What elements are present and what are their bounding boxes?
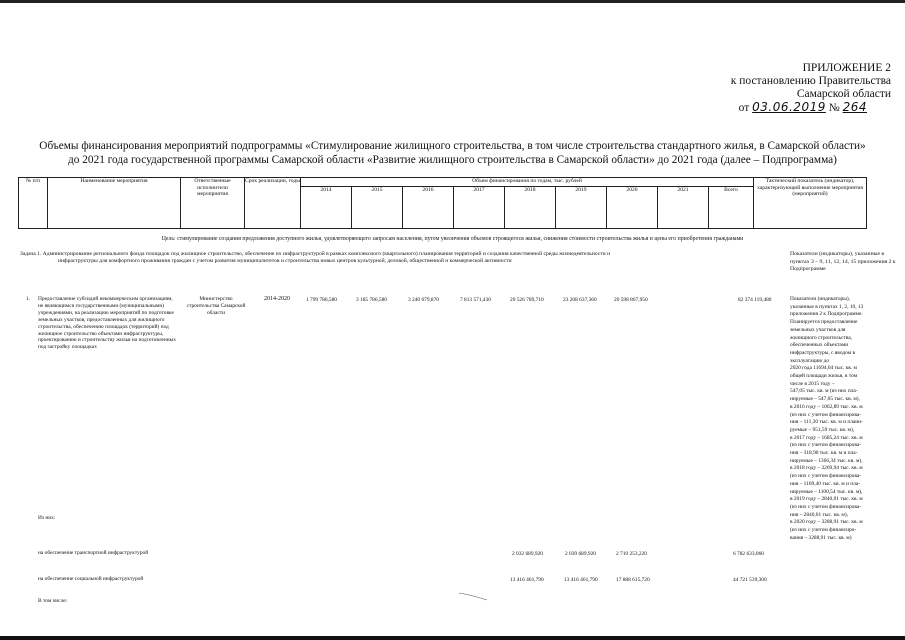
pen-mark bbox=[458, 591, 488, 601]
indicator-line: ния – 111,30 тыс. кв. м и плани- bbox=[790, 419, 863, 426]
col-header-year: 2018 bbox=[505, 187, 556, 229]
row-period: 2014-2020 bbox=[264, 296, 290, 302]
indicator-line: общей площади жилья, в том bbox=[790, 373, 858, 380]
col-header-year: 2020 bbox=[607, 187, 658, 229]
document-title bbox=[0, 139, 905, 167]
row-value-total: 82 374 119,480 bbox=[738, 297, 772, 303]
row-value-2015: 3 185 786,580 bbox=[356, 297, 387, 303]
indicator-line: числе в 2015 году – bbox=[790, 380, 835, 387]
indicator-line: нируемые – 547,05 тыс. кв. м), bbox=[790, 396, 860, 403]
of-which-label: Из них: bbox=[38, 515, 56, 521]
row-value-2018: 20 526 789,710 bbox=[510, 297, 544, 303]
sub-social-name: на обеспечение социальной инфраструктурой bbox=[38, 576, 144, 582]
indicator-line: в 2018 году – 2269,94 тыс. кв. м bbox=[790, 465, 863, 472]
title-line-1: Объемы финансирования мероприятий подпрограммы «Стимулирование жилищного строительства, в том числе строительства стандартного жилья, в Самарской области» bbox=[39, 140, 866, 152]
social-value-2019: 13 416 461,790 bbox=[564, 577, 598, 583]
indicator-line: вания – 3288,91 тыс. кв. м) bbox=[790, 534, 852, 541]
number-prefix: № bbox=[828, 102, 840, 114]
including-label: В том числе: bbox=[38, 598, 68, 604]
col-header-year: 2014 bbox=[301, 187, 352, 229]
social-value-2018: 13 416 461,790 bbox=[510, 577, 544, 583]
row-value-2014: 1 799 786,580 bbox=[306, 297, 337, 303]
row-number: 1. bbox=[26, 296, 31, 302]
col-header-year: 2021 bbox=[658, 187, 709, 229]
indicator-line: ния – 1169,40 тыс. кв. м и пла- bbox=[790, 480, 860, 487]
row-value-2017: 7 813 571,430 bbox=[460, 297, 491, 303]
handwritten-date: 03.06.2019 bbox=[752, 100, 826, 114]
bottom-border bbox=[0, 636, 905, 640]
task-indicator: Показатели (индикаторы), указанные в пунктах 3 – 9, 11, 12, 14, 15 приложения 2 к Подпрограмме bbox=[790, 251, 896, 273]
indicator-line: в 2016 году – 1062,89 тыс. кв. м bbox=[790, 403, 863, 410]
task-line-1: Задача 1. Администрирование регионального фонда площадок под жилищное строительство, обеспечение их инфраструктурой в рамках комплексного (квартального) планирования территорий и создания качественной среды жизнедеятельности и bbox=[20, 251, 611, 257]
col-header-name: Наименование мероприятия bbox=[48, 178, 181, 229]
col-header-no: № п/п bbox=[19, 178, 48, 229]
transport-value-2018: 2 032 689,920 bbox=[512, 551, 543, 557]
indicator-line: 547,05 тыс. кв. м (из них пла- bbox=[790, 388, 858, 395]
transport-value-total: 6 782 633,060 bbox=[733, 551, 764, 557]
indicator-line: в 2019 году – 2840,01 тыс. кв. м bbox=[790, 496, 863, 503]
indicator-line: (из них с учетом финансирова- bbox=[790, 442, 862, 449]
goal-text: Цель: стимулирование создания предложения доступного жилья, удовлетворяющего запросам населения, путем увеличения объемов строящегося жилья, снижения стоимости строительства жилья и цены его приобретения гражданами bbox=[161, 236, 744, 242]
handwritten-number: 264 bbox=[842, 100, 867, 114]
top-border bbox=[0, 0, 905, 3]
transport-value-2019: 2 039 689,920 bbox=[565, 551, 596, 557]
row-value-2020: 20 598 867,950 bbox=[614, 297, 648, 303]
row-indicator-text bbox=[790, 296, 898, 543]
indicator-line: 2020 года 11694,04 тыс. кв. м bbox=[790, 365, 857, 372]
col-header-year: 2015 bbox=[352, 187, 403, 229]
social-value-2020: 17 888 615,720 bbox=[616, 577, 650, 583]
social-value-total: 44 721 539,300 bbox=[733, 577, 767, 583]
appendix-date-line bbox=[731, 101, 891, 115]
indicator-line: земельных участков для bbox=[790, 326, 846, 333]
indicator-line: указанные в пунктах 1, 2, 10, 13 bbox=[790, 303, 864, 310]
indicator-line: (из них с учетом финансирова- bbox=[790, 411, 862, 418]
indicator-line: нируемые – 1366,34 тыс. кв. м), bbox=[790, 457, 863, 464]
row-activity-name: Предоставление субсидий некоммерческим организациям, не являющимся государственными (муниципальными) учреждениями, на реализацию мероприятий по подготовке земельных участков, предоставленных для жилищного строительства, обеспечению площадок (территорий) под жилищное строительство объектами инфраструктуры, проектированию и строительству жилья на подготовленных под застройку площадках bbox=[38, 296, 176, 351]
date-prefix: от bbox=[738, 102, 750, 114]
transport-value-2020: 2 710 253,220 bbox=[616, 551, 647, 557]
appendix-title: ПРИЛОЖЕНИЕ 2 bbox=[802, 62, 891, 74]
indicator-line: (из них с учетом финансирова- bbox=[790, 473, 862, 480]
col-header-funding: Объем финансирования по годам, тыс. рублей bbox=[301, 178, 754, 187]
indicator-line: нируемые – 1100,54 тыс. кв. м), bbox=[790, 488, 863, 495]
indicator-line: ния – 2840,01 тыс. кв. м), bbox=[790, 511, 848, 518]
indicator-line: эксплуатацию до bbox=[790, 357, 830, 364]
appendix-line-2: к постановлению Правительства bbox=[730, 75, 891, 87]
col-header-year: 2019 bbox=[556, 187, 607, 229]
indicator-line: в 2020 году – 3288,91 тыс. кв. м bbox=[790, 519, 863, 526]
task-line-2: инфраструктуры для комфортного проживания граждан с учетом развития муниципалитетов и строительства новых центров культурной, деловой, общественной и коммерческой активности bbox=[58, 258, 512, 264]
indicator-line: (из них с учетом финансирова- bbox=[790, 503, 862, 510]
col-header-total: Всего bbox=[709, 187, 754, 229]
sub-transport-name: на обеспечение транспортной инфраструктурой bbox=[38, 550, 149, 556]
col-header-responsible: Ответственные исполнители мероприятия bbox=[181, 178, 245, 229]
indicator-line: в 2017 году – 1685,24 тыс. кв. м bbox=[790, 434, 863, 441]
title-line-2: до 2021 года государственной программы Самарской области «Развитие жилищного строительства в Самарской области» до 2021 года (далее – Подпрограмма) bbox=[68, 154, 837, 166]
indicator-line: руемые – 951,59 тыс. кв. м), bbox=[790, 426, 855, 433]
indicator-line: жилищного строительства, bbox=[790, 334, 852, 341]
appendix-line-3: Самарской области bbox=[796, 88, 891, 100]
col-header-period: Срок реализации, годы bbox=[245, 178, 301, 229]
row-value-2016: 3 240 679,870 bbox=[408, 297, 439, 303]
col-header-year: 2016 bbox=[403, 187, 454, 229]
col-header-indicator: Тактический показатель (индикатор), характеризующий выполнение мероприятия (мероприятий) bbox=[754, 178, 867, 229]
indicator-line: ния – 318,90 тыс. кв. м и пла- bbox=[790, 450, 858, 457]
funding-table-header bbox=[18, 177, 867, 229]
row-value-2019: 23 208 637,360 bbox=[563, 297, 597, 303]
task-text bbox=[20, 251, 780, 265]
indicator-line: обеспеченных объектами bbox=[790, 342, 849, 349]
col-header-year: 2017 bbox=[454, 187, 505, 229]
appendix-block bbox=[731, 62, 891, 115]
row-responsible: Министерство строительства Самарской области bbox=[186, 296, 246, 316]
indicator-line: (из них с учетом финансиро- bbox=[790, 527, 857, 534]
indicator-line: приложения 2 к Подпрограмме. bbox=[790, 311, 863, 318]
indicator-line: Планируется предоставление bbox=[790, 319, 858, 326]
indicator-line: инфраструктуры, с вводом в bbox=[790, 349, 855, 356]
indicator-line: Показатели (индикаторы), bbox=[790, 296, 850, 302]
